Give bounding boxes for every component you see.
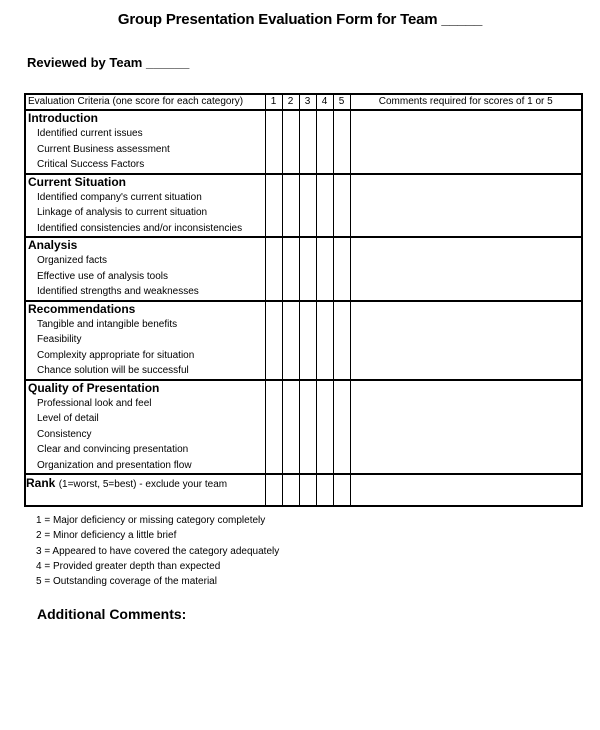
category-row-analysis <box>25 237 582 301</box>
criteria-item: Clear and convincing presentation <box>37 444 189 455</box>
score-cell-5[interactable] <box>333 110 350 174</box>
criteria-item: Tangible and intangible benefits <box>37 318 178 330</box>
score-cell-2[interactable] <box>282 301 299 380</box>
score-cell-4[interactable] <box>316 237 333 301</box>
score-cell-2[interactable] <box>282 174 299 238</box>
criteria-item: Organized facts <box>37 255 108 266</box>
legend-item: 4 = Provided greater depth than expected <box>36 560 221 572</box>
score-header-5: 5 <box>333 94 350 110</box>
category-title: Introduction <box>28 111 98 125</box>
evaluation-table <box>24 93 583 507</box>
criteria-cell <box>25 380 265 475</box>
spacer-cell <box>282 493 299 506</box>
additional-comments-heading: Additional Comments: <box>37 606 187 622</box>
spacer-cell <box>265 493 282 506</box>
score-cell-1[interactable] <box>265 174 282 238</box>
criteria-header: Evaluation Criteria (one score for each category) <box>25 94 265 110</box>
rank-score-cell-2[interactable] <box>282 474 299 493</box>
criteria-item: Identified company's current situation <box>37 191 202 203</box>
rank-note: (1=worst, 5=best) - exclude your team <box>58 479 228 490</box>
score-cell-2[interactable] <box>282 380 299 475</box>
category-row-recommendations <box>25 301 582 380</box>
score-cell-1[interactable] <box>265 380 282 475</box>
score-cell-3[interactable] <box>299 110 316 174</box>
rank-comments-cell[interactable] <box>350 474 582 493</box>
comments-header: Comments required for scores of 1 or 5 <box>350 94 582 110</box>
criteria-item: Complexity appropriate for situation <box>37 349 195 361</box>
comments-cell[interactable] <box>350 237 582 301</box>
criteria-item: Chance solution will be successful <box>37 365 189 376</box>
rank-row <box>25 474 582 493</box>
score-cell-5[interactable] <box>333 237 350 301</box>
score-cell-4[interactable] <box>316 110 333 174</box>
category-title: Recommendations <box>28 301 136 316</box>
reviewed-by-line: Reviewed by Team ______ <box>27 55 190 70</box>
criteria-item: Linkage of analysis to current situation <box>37 207 208 218</box>
comments-cell[interactable] <box>350 301 582 380</box>
category-row-introduction <box>25 110 582 174</box>
score-cell-2[interactable] <box>282 237 299 301</box>
score-cell-3[interactable] <box>299 380 316 475</box>
score-cell-5[interactable] <box>333 174 350 238</box>
score-cell-1[interactable] <box>265 110 282 174</box>
spacer-cell <box>333 493 350 506</box>
score-cell-5[interactable] <box>333 301 350 380</box>
form-title: Group Presentation Evaluation Form for Team _____ <box>117 11 483 28</box>
category-row-quality-of-presentation <box>25 380 582 475</box>
score-cell-1[interactable] <box>265 237 282 301</box>
score-header-2: 2 <box>282 94 299 110</box>
score-cell-4[interactable] <box>316 380 333 475</box>
legend-item: 2 = Minor deficiency a little brief <box>36 530 177 542</box>
criteria-cell <box>25 110 265 174</box>
category-title: Current Situation <box>28 174 126 189</box>
comments-cell[interactable] <box>350 174 582 238</box>
category-row-current-situation <box>25 174 582 238</box>
criteria-item: Consistency <box>37 428 92 440</box>
score-cell-3[interactable] <box>299 174 316 238</box>
legend-item: 1 = Major deficiency or missing category completely <box>36 515 266 526</box>
criteria-cell <box>25 237 265 301</box>
criteria-cell <box>25 301 265 380</box>
rank-score-cell-3[interactable] <box>299 474 316 493</box>
score-cell-4[interactable] <box>316 301 333 380</box>
score-cell-2[interactable] <box>282 110 299 174</box>
criteria-item: Organization and presentation flow <box>37 459 192 471</box>
criteria-item: Current Business assessment <box>37 143 170 155</box>
comments-cell[interactable] <box>350 110 582 174</box>
criteria-item: Level of detail <box>37 413 99 424</box>
criteria-item: Identified current issues <box>37 128 143 139</box>
score-cell-4[interactable] <box>316 174 333 238</box>
rank-score-cell-4[interactable] <box>316 474 333 493</box>
criteria-item: Critical Success Factors <box>37 159 145 170</box>
table-bottom-spacer <box>25 493 582 506</box>
rank-label-cell <box>25 474 265 493</box>
spacer-cell <box>299 493 316 506</box>
spacer-cell <box>25 493 265 506</box>
criteria-item: Professional look and feel <box>37 397 152 409</box>
score-cell-3[interactable] <box>299 301 316 380</box>
score-header-3: 3 <box>299 94 316 110</box>
criteria-item: Identified strengths and weaknesses <box>37 286 199 297</box>
legend-item: 5 = Outstanding coverage of the material <box>36 576 217 588</box>
score-header-4: 4 <box>316 94 333 110</box>
score-legend <box>36 513 279 589</box>
legend-item: 3 = Appeared to have covered the category adequately <box>36 545 280 557</box>
score-cell-5[interactable] <box>333 380 350 475</box>
score-cell-3[interactable] <box>299 237 316 301</box>
score-header-1: 1 <box>265 94 282 110</box>
criteria-item: Effective use of analysis tools <box>37 270 168 282</box>
comments-cell[interactable] <box>350 380 582 475</box>
spacer-cell <box>316 493 333 506</box>
spacer-cell <box>350 493 582 506</box>
rank-word: Rank <box>26 476 56 490</box>
criteria-item: Identified consistencies and/or inconsistencies <box>37 222 243 234</box>
rank-score-cell-1[interactable] <box>265 474 282 493</box>
category-title: Quality of Presentation <box>28 380 160 395</box>
category-title: Analysis <box>28 238 78 252</box>
criteria-cell <box>25 174 265 238</box>
score-cell-1[interactable] <box>265 301 282 380</box>
criteria-item: Feasibility <box>37 334 82 345</box>
rank-score-cell-5[interactable] <box>333 474 350 493</box>
table-header-row <box>25 94 582 110</box>
